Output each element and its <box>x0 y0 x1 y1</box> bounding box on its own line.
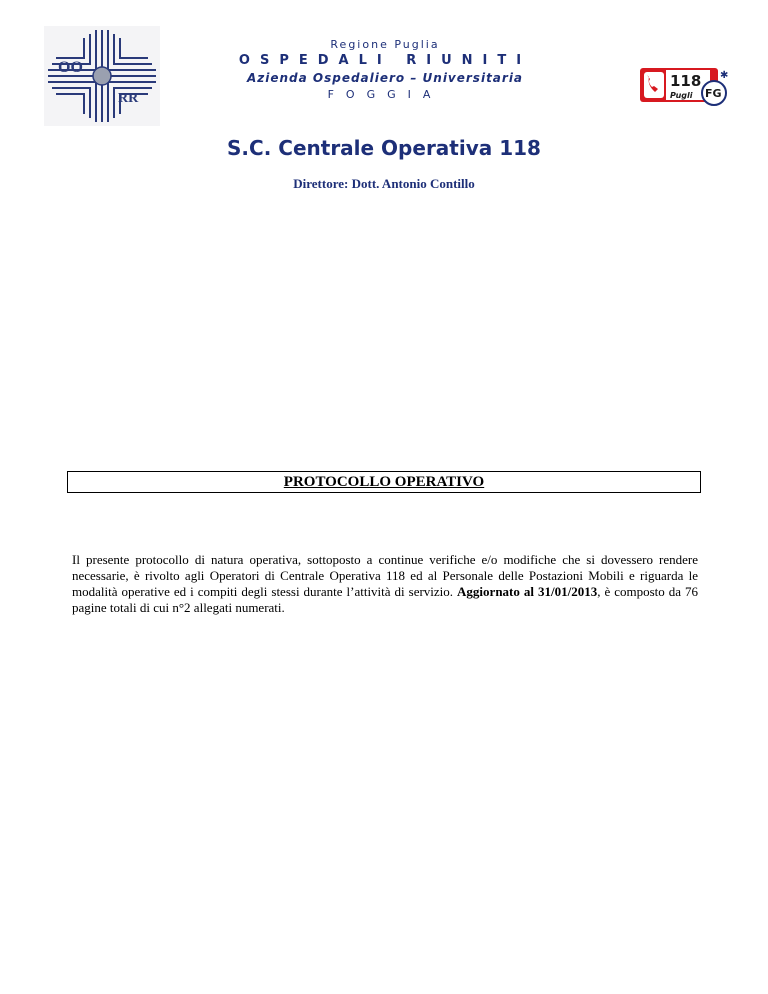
emergency-118-logo <box>640 66 730 106</box>
region-label: Regione Puglia <box>330 38 440 51</box>
protocol-heading: PROTOCOLLO OPERATIVO <box>283 474 485 490</box>
hospital-name: OSPEDALI RIUNITI <box>238 53 532 68</box>
hospital-header <box>200 38 570 104</box>
body-text-part2: , è composto da 76 pagine totali di cui n°2 allegati numerati. <box>72 584 699 615</box>
hospital-logo <box>44 26 160 126</box>
svg-text:Pugli: Pugli <box>670 91 693 100</box>
document-title: S.C. Centrale Operativa 118 <box>227 136 541 160</box>
city-label: FOGGIA <box>327 88 443 101</box>
azienda-label: Azienda Ospedaliero – Universitaria <box>246 71 524 85</box>
protocol-heading-box <box>67 471 701 493</box>
hospital-logo-text: OO <box>58 59 83 76</box>
body-text-part1: Il presente protocollo di natura operativa, sottoposto a continue verifiche e/o modifiche che si dovessero rendere necessarie, è rivolto agli Operatori di Centrale Operativa 118 ed al Personale delle Postazioni Mobili e riguarda le modalità operative ed i compiti degli stessi durante l’attività di servizio. <box>72 552 698 599</box>
director-line: Direttore: Dott. Antonio Contillo <box>293 176 475 191</box>
updated-date: Aggiornato al 31/01/2013 <box>457 584 598 599</box>
hospital-logo-text-2: RR <box>118 91 139 106</box>
svg-text:✱: ✱ <box>720 70 729 81</box>
fg-badge: FG <box>705 87 722 100</box>
body-paragraph <box>72 552 698 616</box>
svg-text:118: 118 <box>670 72 702 90</box>
